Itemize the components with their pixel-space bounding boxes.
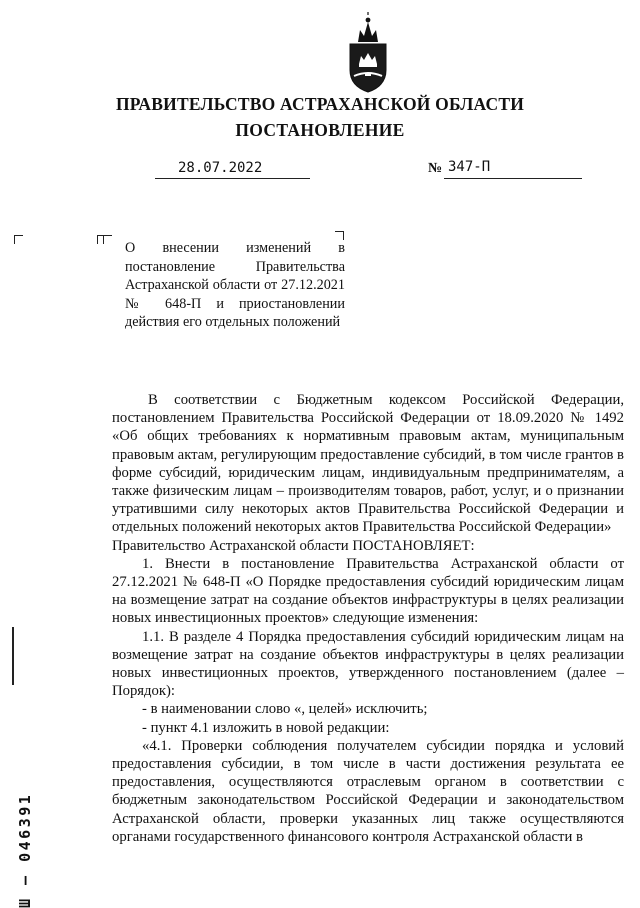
number-label: № — [428, 161, 443, 176]
date-underline — [155, 178, 310, 179]
coat-of-arms-emblem — [344, 12, 392, 94]
number-underline — [444, 178, 582, 179]
body-paragraph-item-4-1: «4.1. Проверки соблюдения получателем субсидии порядка и условий предоставления субсидии, в том числе в части достижения результата ее предоставления, осуществляются отраслевым органом в соответствии с бюджетным законодательством Российской Федерации и законодательством Астраханской области, проверки указанных лиц также осуществляются органами государственного финансового контроля Астраханской области в — [112, 737, 624, 845]
document-subject: О внесении изменений в постановление Правительства Астраханской области от 27.12.2021 № 648-П и приостановлении действия его отдельных положений — [125, 240, 345, 331]
body-paragraph-item-1: 1. Внести в постановление Правительства Астраханской области от 27.12.2021 № 648-П «О Порядке предоставления субсидий юридическим лицам на возмещение затрат на создание объектов инфраструктуры в целях реализации новых инвестиционных проектов» следующие изменения: — [112, 555, 624, 627]
body-paragraph-dash-2: - пункт 4.1 изложить в новой редакции: — [142, 719, 390, 736]
document-number: 347-П — [448, 159, 491, 175]
document-type-heading: ПОСТАНОВЛЕНИЕ — [235, 120, 405, 140]
body-paragraph-item-1-1: 1.1. В разделе 4 Порядка предоставления субсидий юридическим лицам на возмещение затрат на создание объектов инфраструктуры в целях реализации новых инвестиционных проектов, утвержденного постановлением (далее – Порядок): — [112, 628, 624, 700]
document-body — [112, 391, 624, 846]
corner-mark-left — [14, 235, 23, 244]
document-date: 28.07.2022 — [178, 160, 263, 176]
body-paragraph-basis: В соответствии с Бюджетным кодексом Российской Федерации, постановлением Правительства Российской Федерации от 18.09.2020 № 1492 «Об общих требованиях к нормативным правовым актам, муниципальным правовым актам, регулирующим предоставление субсидий, в том числе грантов в форме субсидий, юридическим лицам, индивидуальным предпринимателям, а также физическим лицам – производителям товаров, работ, услуг, и о признании утратившими силу некоторых актов Правительства Российской Федерации и отдельных положений некоторых актов Правительства Российской Федерации» — [112, 392, 624, 536]
body-paragraph-dash-1: - в наименовании слово «, целей» исключить; — [142, 701, 428, 718]
organization-title: ПРАВИТЕЛЬСТВО АСТРАХАНСКОЙ ОБЛАСТИ — [115, 94, 525, 114]
corner-mark-subject-left-inner — [97, 235, 106, 244]
body-paragraph-resolves: Правительство Астраханской области ПОСТАНОВЛЯЕТ: — [112, 537, 475, 554]
margin-vertical-line — [12, 627, 14, 685]
form-serial-number: Ш – 046391 — [16, 792, 34, 908]
